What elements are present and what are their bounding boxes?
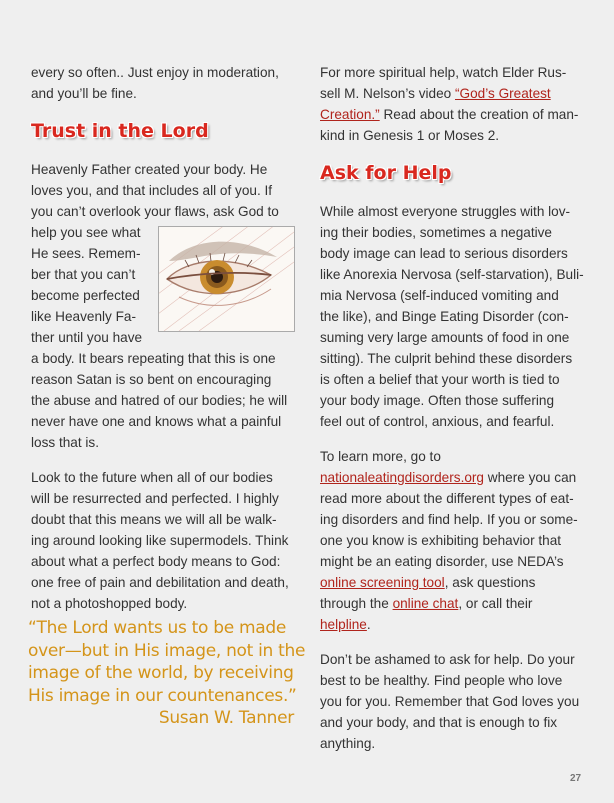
quote-line: over—but in His image, not in the: [28, 640, 306, 661]
text-line: loss that is.: [31, 435, 99, 450]
text-line: ing disorders and find help. If you or some-: [320, 512, 578, 527]
quote-line: His image in our countenances.”: [28, 685, 297, 706]
text-line: never have one and knows what a painful: [31, 414, 282, 429]
text-fragment: where you can: [484, 470, 577, 485]
text-line: about what a perfect body means to God:: [31, 554, 281, 569]
text-line: the abuse and hatred of our bodies; he will: [31, 393, 288, 408]
intro-line: every so often.. Just enjoy in moderation,: [31, 65, 279, 80]
text-line: ing their bodies, sometimes a negative: [320, 225, 552, 240]
text-line: one you know is exhibiting behavior that: [320, 533, 562, 548]
text-line: [320, 572, 588, 593]
text-line: ing around looking like supermodels. Think: [31, 533, 289, 548]
text-line: feel out of control, anxious, and fearful.: [320, 414, 555, 429]
text-line: the like), and Binge Eating Disorder (con-: [320, 309, 569, 324]
quote-line: “The Lord wants us to be made: [28, 618, 286, 638]
text-line: best to be healthy. Find people who love: [320, 673, 563, 688]
text-fragment: , ask questions: [444, 575, 536, 590]
helpline-link[interactable]: helpline: [320, 617, 367, 632]
text-line: is often a belief that your worth is tied to: [320, 372, 560, 387]
text-line: Don’t be ashamed to ask for help. Do your: [320, 652, 575, 667]
text-line: kind in Genesis 1 or Moses 2.: [320, 128, 500, 143]
text-line: body image can lead to serious disorders: [320, 246, 568, 261]
text-fragment: through the: [320, 596, 393, 611]
paragraph-dont-be-ashamed: [320, 649, 588, 754]
text-fragment: sell M. Nelson’s video: [320, 86, 455, 101]
intro-line: and you’ll be fine.: [31, 86, 137, 101]
text-line: doubt that this means we will all be walk-: [31, 512, 277, 527]
text-line: anything.: [320, 736, 376, 751]
text-line: loves you, and that includes all of you. If: [31, 183, 273, 198]
text-line: your body image. Often those suffering: [320, 393, 555, 408]
text-line: ber that you can’t: [31, 267, 136, 282]
text-line: become perfected: [31, 288, 140, 303]
online-screening-tool-link[interactable]: online screening tool: [320, 575, 445, 590]
text-line: and your body, and that is enough to fix: [320, 715, 558, 730]
text-line: read more about the different types of eat-: [320, 491, 574, 506]
eye-icon: [159, 227, 294, 331]
text-line: might be an eating disorder, use NEDA’s: [320, 554, 564, 569]
text-fragment: .: [366, 617, 371, 632]
left-column: [31, 62, 299, 614]
text-line: For more spiritual help, watch Elder Rus-: [320, 65, 567, 80]
text-fragment: , or call their: [458, 596, 533, 611]
text-line: Look to the future when all of our bodies: [31, 470, 273, 485]
text-line: sitting). The culprit behind these disorders: [320, 351, 573, 366]
text-line: reason Satan is so bent on encouraging: [31, 372, 272, 387]
text-line: one free of pain and debilitation and death,: [31, 575, 289, 590]
text-line: He sees. Remem-: [31, 246, 141, 261]
text-line: will be resurrected and perfected. I highly: [31, 491, 279, 506]
text-line: you for you. Remember that God loves you: [320, 694, 580, 709]
text-line: like Heavenly Fa-: [31, 309, 137, 324]
right-column: [320, 62, 588, 754]
gods-greatest-creation-link[interactable]: “God’s Greatest: [455, 86, 551, 101]
text-line: [320, 593, 588, 614]
paragraph-learn-more: [320, 446, 588, 635]
eye-illustration: [158, 226, 295, 332]
pull-quote: [28, 617, 306, 730]
text-line: mia Nervosa (self-induced vomiting and: [320, 288, 559, 303]
neda-website-link[interactable]: nationaleatingdisorders.org: [320, 470, 484, 485]
online-chat-link[interactable]: online chat: [392, 596, 459, 611]
text-line: help you see what: [31, 225, 141, 240]
quote-author: Susan W. Tanner: [158, 708, 294, 728]
paragraph-spiritual-help: [320, 62, 588, 146]
text-line: While almost everyone struggles with lov-: [320, 204, 571, 219]
paragraph-look-to-future: [31, 467, 299, 614]
page-number: 27: [570, 773, 582, 784]
text-line: you can’t overlook your flaws, ask God to: [31, 204, 279, 219]
quote-line: image of the world, by receiving: [28, 663, 294, 683]
text-line: [320, 83, 588, 104]
text-line: not a photoshopped body.: [31, 596, 188, 611]
text-line: Heavenly Father created your body. He: [31, 162, 268, 177]
text-line: a body. It bears repeating that this is one: [31, 351, 276, 366]
paragraph-disorders: [320, 201, 588, 432]
text-line: [320, 467, 588, 488]
heading-trust-in-the-lord: Trust in the Lord: [31, 120, 209, 142]
text-fragment: Read about the creation of man-: [379, 107, 579, 122]
heading-ask-for-help: Ask for Help: [320, 162, 452, 184]
text-line: ther until you have: [31, 330, 143, 345]
text-line: [320, 104, 588, 125]
text-line: like Anorexia Nervosa (self-starvation), Buli-: [320, 267, 584, 282]
text-line: [320, 614, 588, 635]
text-line: To learn more, go to: [320, 449, 441, 464]
gods-greatest-creation-link[interactable]: Creation.”: [320, 107, 380, 122]
text-line: suming very large amounts of food in one: [320, 330, 570, 345]
